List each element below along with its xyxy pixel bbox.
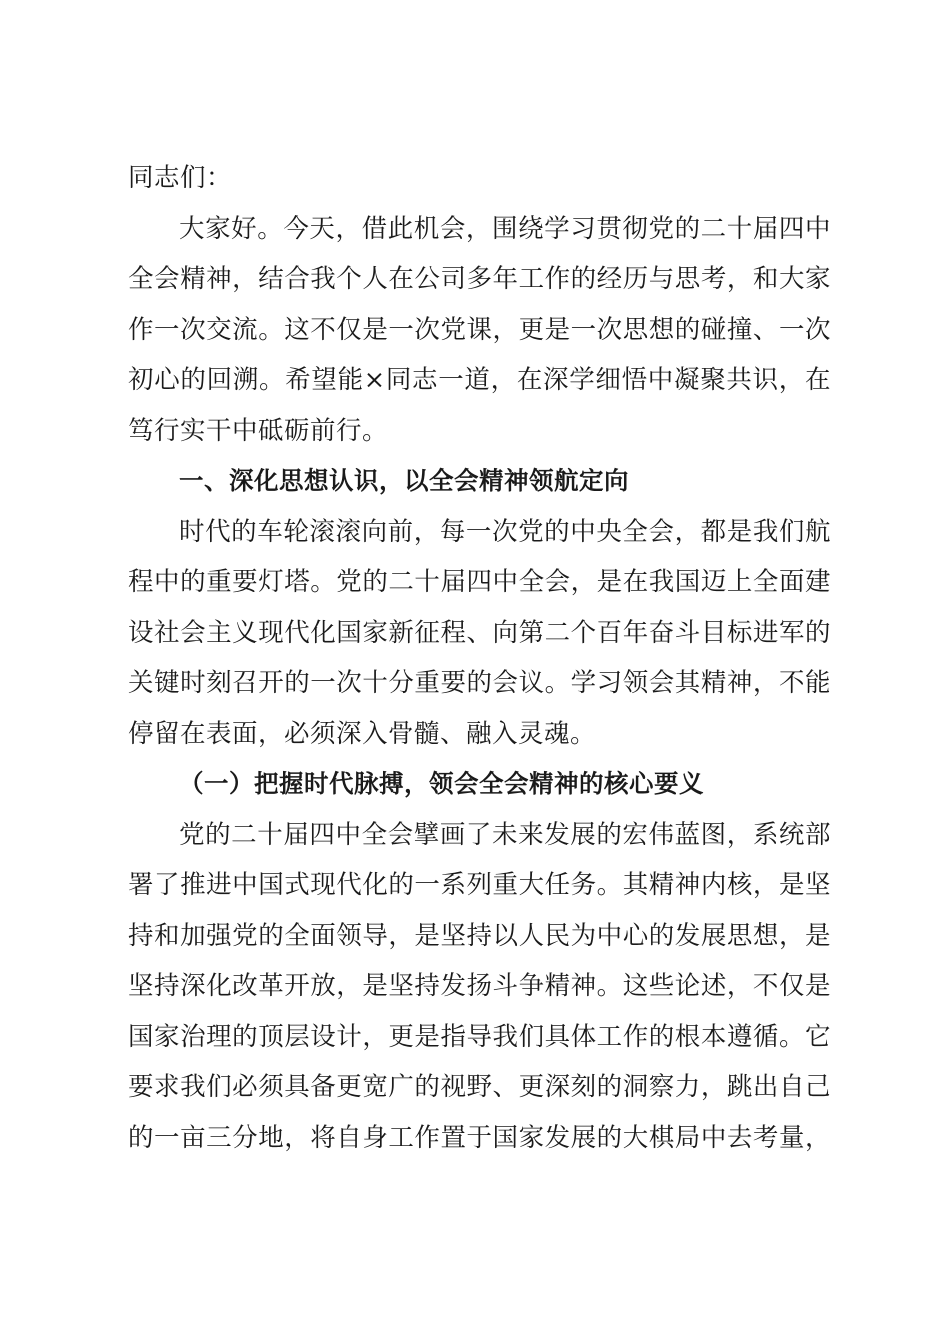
paragraph-line: 程中的重要灯塔。党的二十届四中全会，是在我国迈上全面建 — [128, 567, 831, 597]
paragraph-line: 停留在表面，必须深入骨髓、融入灵魂。 — [128, 718, 597, 749]
salutation: 同志们： — [128, 163, 233, 193]
paragraph-line: 初心的回溯。希望能×同志一道，在深学细悟中凝聚共识，在 — [128, 365, 831, 395]
paragraph-line: 党的二十届四中全会擘画了未来发展的宏伟蓝图，系统部 — [179, 819, 831, 850]
paragraph-section-1 — [128, 507, 831, 760]
paragraph-line: 作一次交流。这不仅是一次党课，更是一次思想的碰撞、一次 — [128, 314, 831, 345]
paragraph-line: 关键时刻召开的一次十分重要的会议。学习领会其精神，不能 — [128, 668, 831, 698]
paragraph-line: 要求我们必须具备更宽广的视野、更深刻的洞察力，跳出自己 — [128, 1072, 831, 1102]
paragraph-line: 大家好。今天，借此机会，围绕学习贯彻党的二十届四中 — [179, 213, 831, 244]
paragraph-line: 坚持深化改革开放，是坚持发扬斗争精神。这些论述，不仅是 — [128, 971, 831, 1001]
paragraph-line: 署了推进中国式现代化的一系列重大任务。其精神内核，是坚 — [128, 870, 831, 900]
subsection-heading-1: （一）把握时代脉搏，领会全会精神的核心要义 — [179, 769, 704, 798]
paragraph-line: 笃行实干中砥砺前行。 — [128, 415, 389, 446]
paragraph-line: 的一亩三分地，将自身工作置于国家发展的大棋局中去考量， — [128, 1122, 831, 1153]
paragraph-line: 全会精神，结合我个人在公司多年工作的经历与思考，和大家 — [128, 264, 831, 294]
paragraph-line: 持和加强党的全面领导，是坚持以人民为中心的发展思想，是 — [128, 920, 831, 951]
paragraph-line: 时代的车轮滚滚向前，每一次党的中央全会，都是我们航 — [179, 516, 831, 547]
document-body — [128, 153, 831, 1163]
paragraph-intro — [128, 204, 831, 457]
paragraph-line: 国家治理的顶层设计，更是指导我们具体工作的根本遵循。它 — [128, 1021, 831, 1052]
paragraph-subsection-1 — [128, 810, 831, 1164]
paragraph-line: 设社会主义现代化国家新征程、向第二个百年奋斗目标进军的 — [128, 617, 831, 648]
section-heading-1: 一、深化思想认识，以全会精神领航定向 — [179, 466, 629, 495]
